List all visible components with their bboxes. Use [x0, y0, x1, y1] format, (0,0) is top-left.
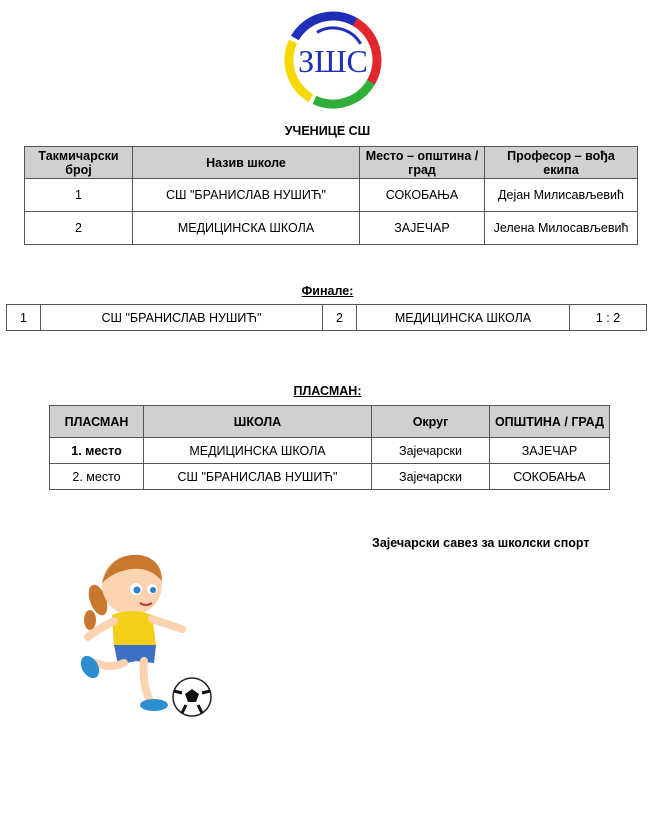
table-row: [25, 212, 638, 245]
cell: СШ "БРАНИСЛАВ НУШИЋ": [41, 305, 323, 331]
table-row: [50, 438, 610, 464]
cell: 1: [7, 305, 41, 331]
header-cell: Назив школе: [133, 147, 360, 179]
cell: СОКОБАЊА: [490, 464, 610, 490]
cell: СОКОБАЊА: [360, 179, 485, 212]
final-table: [6, 304, 647, 331]
section-title-placement: ПЛАСМАН:: [293, 384, 362, 398]
header-cell: ОПШТИНА / ГРАД: [490, 406, 610, 438]
table-header-row: [25, 147, 638, 179]
cell: ЗАЈЕЧАР: [490, 438, 610, 464]
cell: 2. место: [50, 464, 144, 490]
table-row: [7, 305, 647, 331]
cell: Зајечарски: [372, 464, 490, 490]
cell: 2: [25, 212, 133, 245]
logo-text: ЗШС: [298, 43, 368, 79]
cell: Зајечарски: [372, 438, 490, 464]
cell: Јелена Милосављевић: [485, 212, 638, 245]
soccer-girl-illustration: [70, 545, 220, 725]
header-cell: Такмичарски број: [25, 147, 133, 179]
table-header-row: [50, 406, 610, 438]
cell: МЕДИЦИНСКА ШКОЛА: [144, 438, 372, 464]
cell: Дејан Милисављевић: [485, 179, 638, 212]
header-cell: Професор – вођа екипа: [485, 147, 638, 179]
table-row: [25, 179, 638, 212]
score-cell: 1 : 2: [570, 305, 647, 331]
participants-table: [24, 146, 638, 245]
section-title-final: Финале:: [301, 284, 354, 298]
cell: 1. место: [50, 438, 144, 464]
cell: 1: [25, 179, 133, 212]
table-row: [50, 464, 610, 490]
cell: МЕДИЦИНСКА ШКОЛА: [133, 212, 360, 245]
cell: 2: [323, 305, 357, 331]
placement-table: [49, 405, 610, 490]
association-logo: [283, 10, 383, 110]
header-cell: Округ: [372, 406, 490, 438]
header-cell: ШКОЛА: [144, 406, 372, 438]
cell: ЗАЈЕЧАР: [360, 212, 485, 245]
cell: МЕДИЦИНСКА ШКОЛА: [357, 305, 570, 331]
section-title-students: УЧЕНИЦЕ СШ: [284, 124, 371, 138]
cell: СШ "БРАНИСЛАВ НУШИЋ": [133, 179, 360, 212]
cell: СШ "БРАНИСЛАВ НУШИЋ": [144, 464, 372, 490]
header-cell: Место – општина / град: [360, 147, 485, 179]
header-cell: ПЛАСМАН: [50, 406, 144, 438]
footer-organization: Зајечарски савез за школски спорт: [372, 536, 590, 550]
